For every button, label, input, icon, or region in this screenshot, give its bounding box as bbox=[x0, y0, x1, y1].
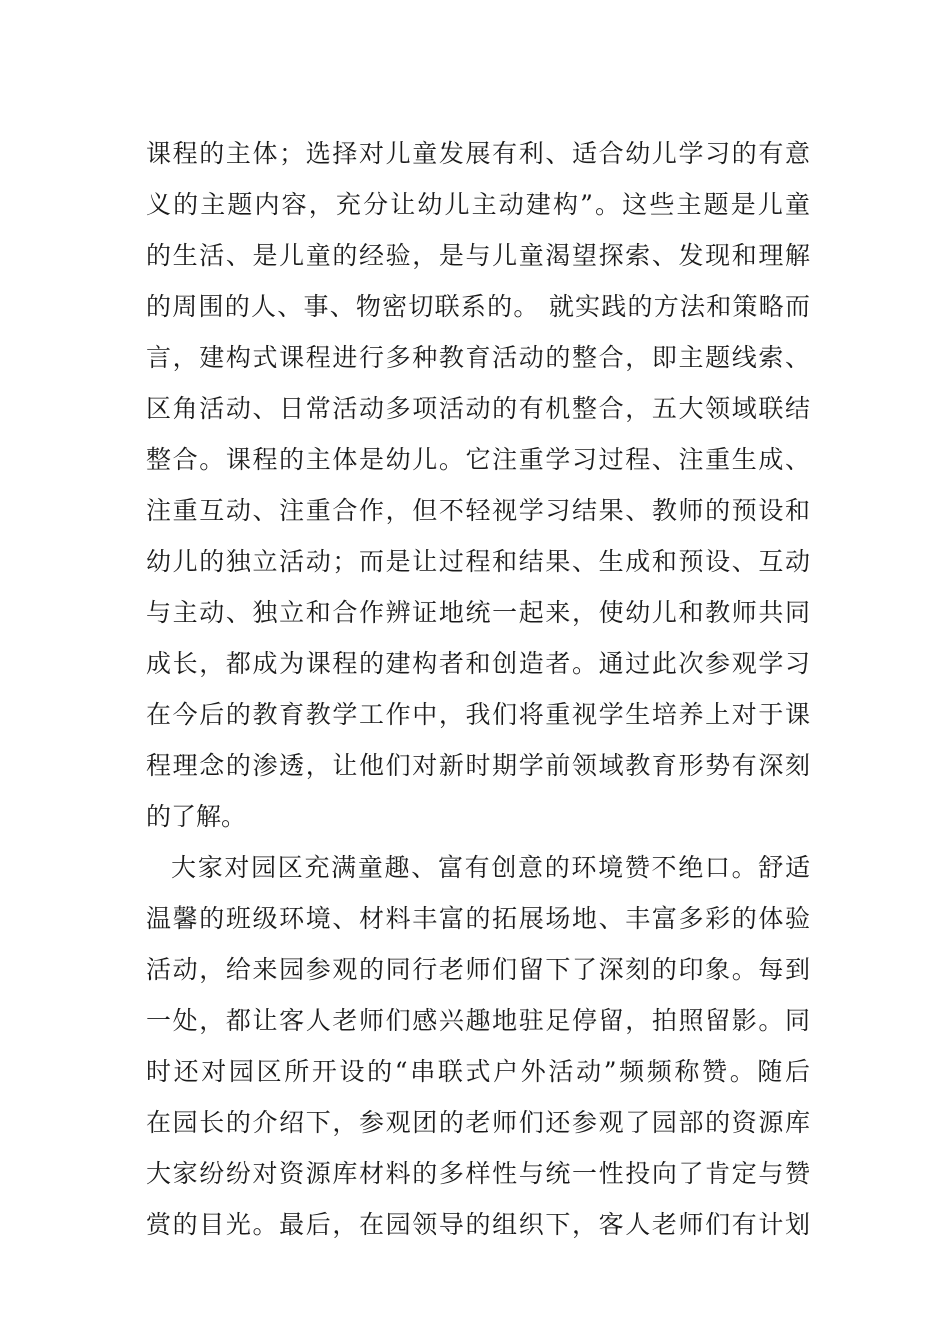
text-line: 一处，都让客人老师们感兴趣地驻足停留，拍照留影。同 bbox=[146, 1006, 810, 1035]
text-line: 课程的主体；选择对儿童发展有利、适合幼儿学习的有意 bbox=[146, 139, 810, 168]
text-line: 在园长的介绍下，参观团的老师们还参观了园部的资源库 bbox=[146, 1108, 810, 1137]
text-line: 的周围的人、事、物密切联系的。 就实践的方法和策略而 bbox=[146, 292, 810, 321]
text-line: 区角活动、日常活动多项活动的有机整合，五大领域联结 bbox=[146, 394, 810, 423]
text-line: 温馨的班级环境、材料丰富的拓展场地、丰富多彩的体验 bbox=[146, 904, 810, 933]
paragraph-2 bbox=[146, 842, 810, 1250]
paragraph-1 bbox=[146, 128, 810, 842]
text-line: 活动，给来园参观的同行老师们留下了深刻的印象。每到 bbox=[146, 955, 810, 984]
text-line: 时还对园区所开设的“串联式户外活动”频频称赞。随后 bbox=[146, 1057, 810, 1086]
text-line: 程理念的渗透，让他们对新时期学前领域教育形势有深刻 bbox=[146, 751, 810, 780]
text-line: 的了解。 bbox=[146, 802, 247, 831]
text-line: 的生活、是儿童的经验，是与儿童渴望探索、发现和理解 bbox=[146, 241, 810, 270]
text-line: 大家对园区充满童趣、富有创意的环境赞不绝口。舒适 bbox=[171, 853, 810, 882]
text-line: 大家纷纷对资源库材料的多样性与统一性投向了肯定与赞 bbox=[146, 1159, 810, 1188]
text-line: 义的主题内容，充分让幼儿主动建构”。这些主题是儿童 bbox=[146, 190, 810, 219]
text-line: 言，建构式课程进行多种教育活动的整合，即主题线索、 bbox=[146, 343, 810, 372]
text-line: 整合。课程的主体是幼儿。它注重学习过程、注重生成、 bbox=[146, 445, 810, 474]
text-line: 成长，都成为课程的建构者和创造者。通过此次参观学习 bbox=[146, 649, 810, 678]
text-line: 赏的目光。最后，在园领导的组织下，客人老师们有计划 bbox=[146, 1210, 810, 1239]
text-line: 注重互动、注重合作，但不轻视学习结果、教师的预设和 bbox=[146, 496, 810, 525]
text-line: 在今后的教育教学工作中，我们将重视学生培养上对于课 bbox=[146, 700, 810, 729]
body-text bbox=[146, 128, 810, 1250]
text-line: 幼儿的独立活动；而是让过程和结果、生成和预设、互动 bbox=[146, 547, 810, 576]
text-line: 与主动、独立和合作辨证地统一起来，使幼儿和教师共同 bbox=[146, 598, 810, 627]
